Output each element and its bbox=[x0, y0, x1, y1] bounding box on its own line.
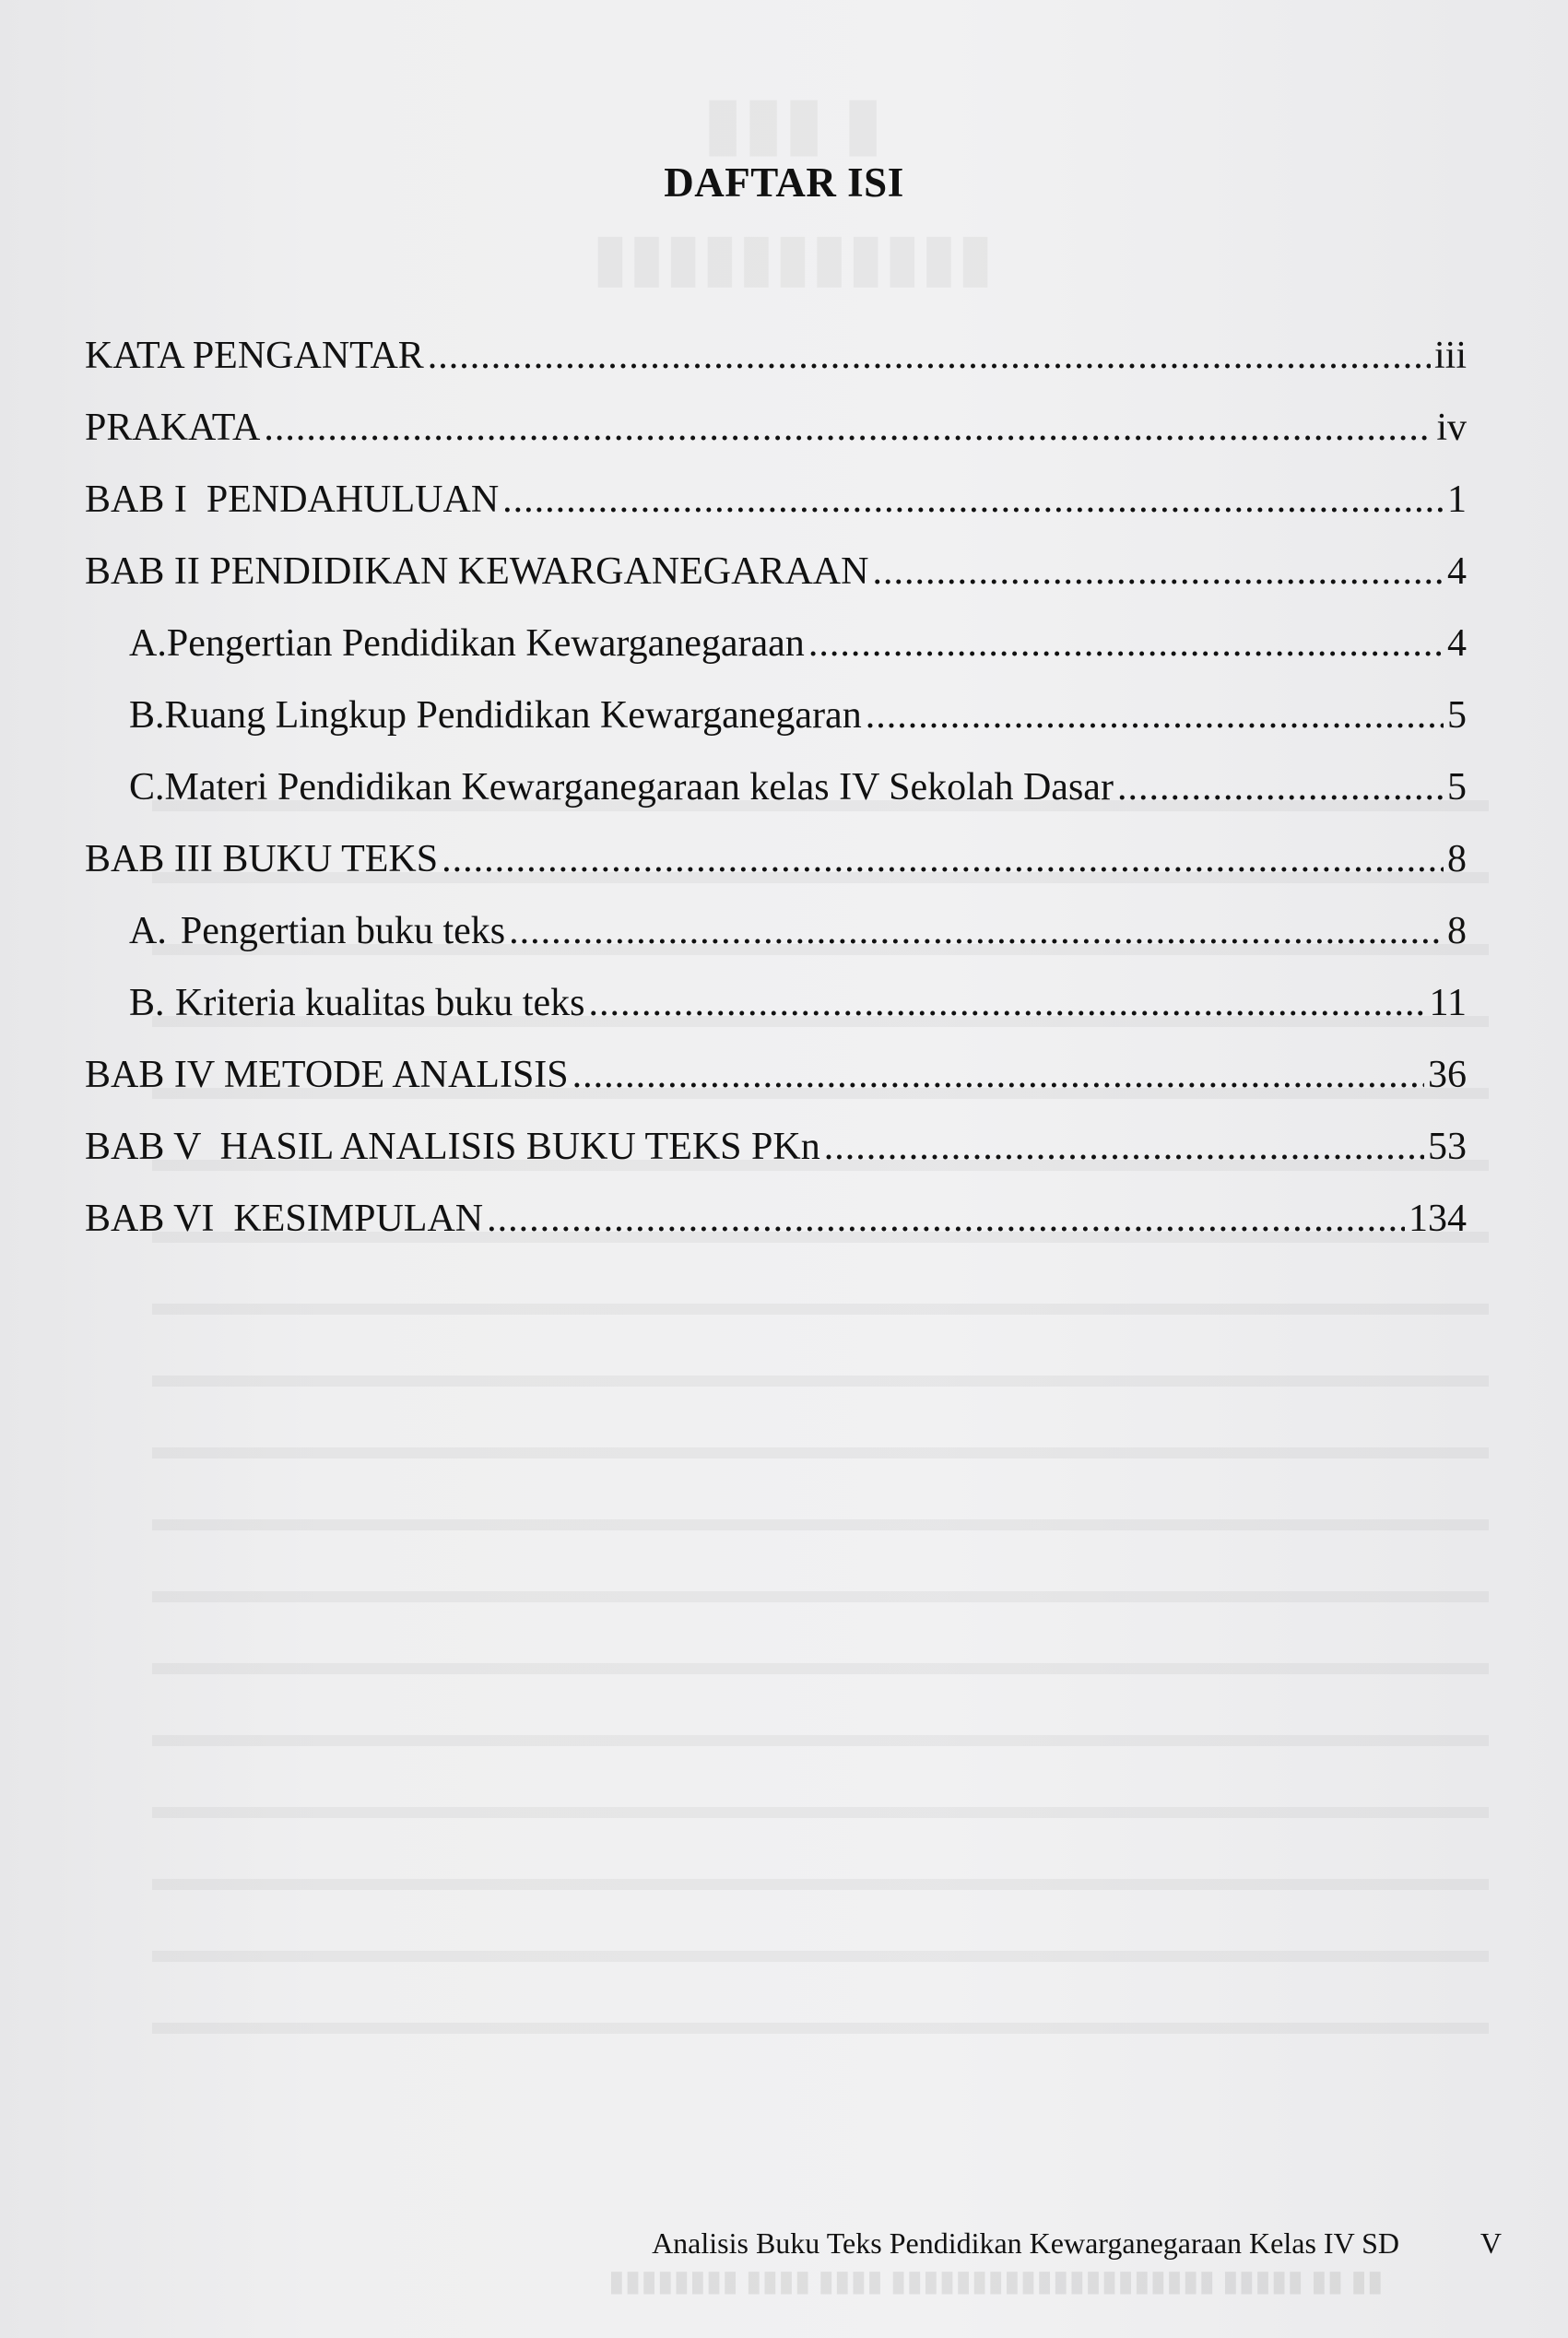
toc-leader-dots bbox=[509, 909, 1444, 953]
footer-page-number: V bbox=[1480, 2226, 1502, 2260]
toc-subentry-letter: A. bbox=[129, 910, 167, 952]
toc-entry-bab-1[interactable] bbox=[85, 478, 1467, 533]
toc-subentry-letter: C. bbox=[129, 766, 165, 809]
toc-page-number: 11 bbox=[1429, 982, 1467, 1024]
toc-entry-bab-3[interactable] bbox=[85, 837, 1467, 892]
toc-page-number: 5 bbox=[1447, 766, 1467, 809]
toc-subentry-letter: B. bbox=[129, 982, 165, 1024]
toc-entry-label: BAB VI KESIMPULAN bbox=[85, 1198, 484, 1240]
toc-subentry-letter: B. bbox=[129, 694, 165, 737]
toc-subentry-2c[interactable] bbox=[129, 765, 1467, 821]
toc-entry-label: Pengertian buku teks bbox=[180, 910, 506, 952]
toc-leader-dots bbox=[428, 334, 1431, 378]
toc-page-number: 5 bbox=[1447, 694, 1467, 737]
toc-page-number: 4 bbox=[1447, 550, 1467, 593]
toc-leader-dots bbox=[502, 478, 1444, 522]
toc-page-number: iii bbox=[1433, 335, 1467, 377]
toc-page-number: 4 bbox=[1447, 622, 1467, 665]
toc-entry-kata-pengantar[interactable] bbox=[85, 334, 1467, 389]
page-title: DAFTAR ISI bbox=[664, 159, 904, 206]
toc-subentry-3b[interactable] bbox=[129, 981, 1467, 1036]
toc-subentry-letter: A. bbox=[129, 622, 167, 665]
toc-subentry-2a[interactable] bbox=[129, 621, 1467, 677]
toc-entry-label: Ruang Lingkup Pendidikan Kewarganegaran bbox=[164, 694, 862, 737]
toc-entry-label: BAB I PENDAHULUAN bbox=[85, 478, 500, 521]
page-footer bbox=[0, 2226, 1568, 2273]
toc-entry-label: Pengertian Pendidikan Kewarganegaraan bbox=[166, 622, 805, 665]
toc-subentry-3a[interactable] bbox=[129, 909, 1467, 964]
toc-entry-label: PRAKATA bbox=[85, 407, 261, 449]
toc-leader-dots bbox=[588, 981, 1425, 1025]
toc-leader-dots bbox=[866, 693, 1444, 738]
toc-leader-dots bbox=[808, 621, 1444, 666]
toc-leader-dots bbox=[1117, 765, 1444, 809]
toc-subentry-2b[interactable] bbox=[129, 693, 1467, 749]
toc-page-number: 36 bbox=[1428, 1054, 1467, 1096]
toc-page-number: 53 bbox=[1428, 1126, 1467, 1168]
toc-entry-bab-2[interactable] bbox=[85, 549, 1467, 605]
toc-leader-dots bbox=[872, 549, 1444, 594]
toc-leader-dots bbox=[572, 1053, 1424, 1097]
toc-entry-bab-5[interactable] bbox=[85, 1125, 1467, 1180]
toc-leader-dots bbox=[264, 406, 1432, 450]
toc-entry-prakata[interactable] bbox=[85, 406, 1467, 461]
toc-page-number: 1 bbox=[1447, 478, 1467, 521]
toc-leader-dots bbox=[824, 1125, 1424, 1169]
bleed-through-subheading bbox=[424, 217, 1161, 296]
toc-entry-label: BAB V HASIL ANALISIS BUKU TEKS PKn bbox=[85, 1126, 820, 1168]
bleed-through-footer: ▮▮▮▮▮▮▮▮ ▮▮▮▮ ▮▮▮▮ ▮▮▮▮▮▮▮▮▮▮▮▮▮▮▮▮▮▮▮▮ ▮▮▮▮▮ ▮▮ ▮▮ bbox=[608, 2269, 1384, 2302]
toc-entry-bab-6[interactable] bbox=[85, 1197, 1467, 1252]
bleed-through-heading bbox=[516, 78, 1069, 166]
toc-leader-dots bbox=[442, 837, 1444, 881]
toc-entry-label: Materi Pendidikan Kewarganegaraan kelas IV Sekolah Dasar bbox=[164, 766, 1114, 809]
toc-entry-label: BAB II PENDIDIKAN KEWARGANEGARAAN bbox=[85, 550, 869, 593]
toc-page-number: 8 bbox=[1447, 838, 1467, 880]
toc-entry-label: Kriteria kualitas buku teks bbox=[175, 982, 585, 1024]
toc-entry-label: BAB IV METODE ANALISIS bbox=[85, 1054, 569, 1096]
footer-title: Analisis Buku Teks Pendidikan Kewarganegaraan Kelas IV SD bbox=[652, 2226, 1399, 2260]
toc-page-number: 134 bbox=[1409, 1198, 1467, 1240]
toc-leader-dots bbox=[487, 1197, 1405, 1241]
toc-page-number: 8 bbox=[1447, 910, 1467, 952]
toc-page-number: iv bbox=[1436, 407, 1467, 449]
toc-entry-label: BAB III BUKU TEKS bbox=[85, 838, 439, 880]
toc-entry-label: KATA PENGANTAR bbox=[85, 335, 424, 377]
toc-entry-bab-4[interactable] bbox=[85, 1053, 1467, 1108]
